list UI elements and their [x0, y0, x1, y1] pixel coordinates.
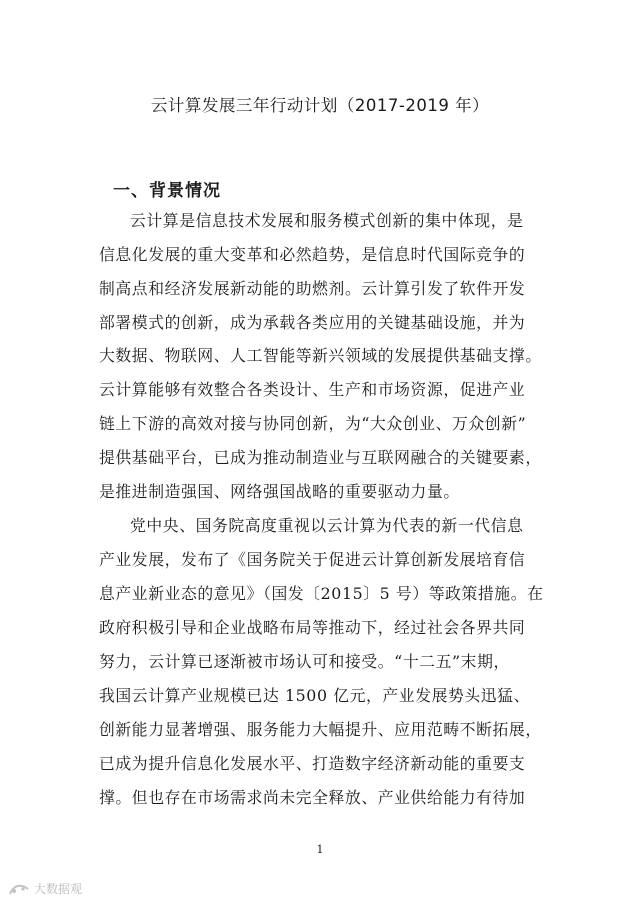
paragraph-line: 息产业新业态的意见》（国发〔2015〕5 号）等政策措施。在 [99, 584, 544, 603]
paragraph-line: 产业发展，发布了《国务院关于促进云计算创新发展培育信 [99, 550, 526, 569]
paragraph-line: 我国云计算产业规模已达 1500 亿元，产业发展势头迅猛、 [99, 686, 530, 705]
paragraph-line: 部署模式的创新，成为承载各类应用的关键基础设施，并为 [99, 313, 526, 332]
paragraph-line: 链上下游的高效对接与协同创新，为“大众创业、万众创新” [99, 414, 527, 433]
section-heading: 一、背景情况 [113, 181, 221, 201]
paragraph-line: 云计算能够有效整合各类设计、生产和市场资源，促进产业 [99, 380, 526, 399]
paragraph-line: 撑。但也存在市场需求尚未完全释放、产业供给能力有待加 [99, 788, 526, 807]
page-number: 1 [316, 843, 324, 856]
watermark-text: 大数据观 [34, 882, 83, 896]
paragraph-line: 提供基础平台，已成为推动制造业与互联网融合的关键要素， [99, 448, 542, 467]
paragraph-line: 努力，云计算已逐渐被市场认可和接受。“十二五”末期， [99, 652, 510, 671]
paragraph-line: 制高点和经济发展新动能的助燃剂。云计算引发了软件开发 [99, 279, 526, 298]
paragraph-line: 创新能力显著增强、服务能力大幅提升、应用范畴不断拓展， [99, 720, 542, 739]
paragraph-line: 已成为提升信息化发展水平、打造数字经济新动能的重要支 [99, 754, 526, 773]
watermark [8, 880, 82, 897]
paragraph-line: 党中央、国务院高度重视以云计算为代表的新一代信息 [130, 516, 524, 535]
paragraph-line: 是推进制造强国、网络强国战略的重要驱动力量。 [99, 482, 460, 501]
paragraph-line: 政府积极引导和企业战略布局等推动下，经过社会各界共同 [99, 618, 526, 637]
document-title: 云计算发展三年行动计划（2017-2019 年） [150, 96, 490, 115]
paragraph-line: 信息化发展的重大变革和必然趋势，是信息时代国际竞争的 [99, 245, 526, 264]
logo-icon [8, 881, 30, 897]
paragraph-line: 云计算是信息技术发展和服务模式创新的集中体现，是 [130, 211, 524, 230]
paragraph-line: 大数据、物联网、人工智能等新兴领域的发展提供基础支撑。 [99, 346, 542, 365]
